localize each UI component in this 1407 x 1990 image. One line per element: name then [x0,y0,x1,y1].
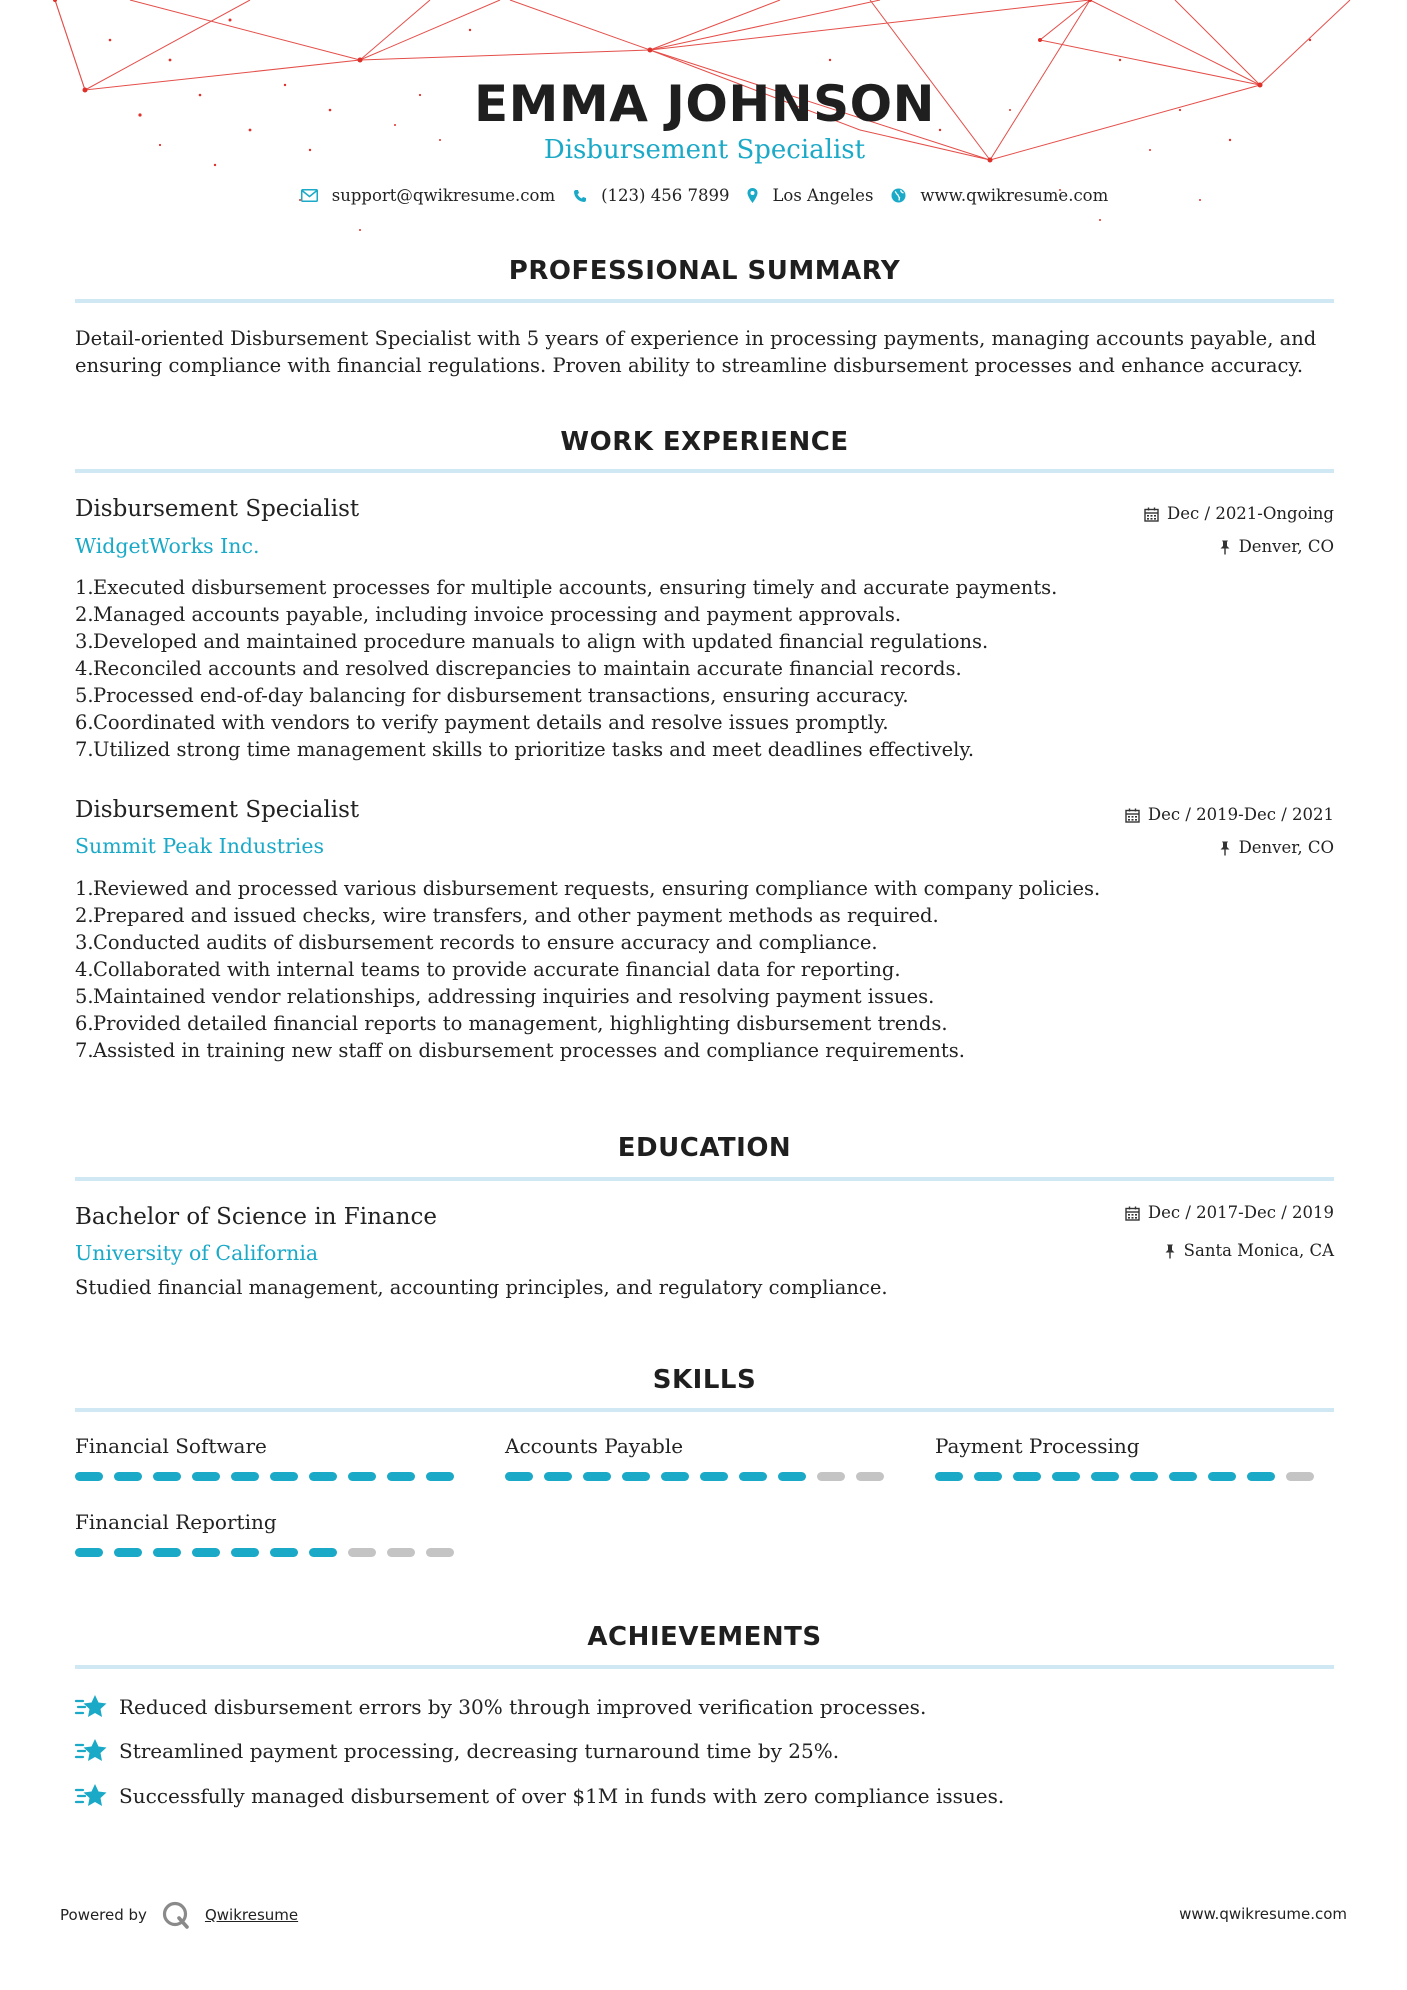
skill-level-bar [75,1472,455,1481]
list-item: 4. Collaborated with internal teams to provide accurate financial data for reporting. [75,958,901,981]
skill-segment-filled [387,1472,415,1481]
skill-segment-empty [426,1548,454,1557]
list-item: 2. Managed accounts payable, including invoice processing and payment approvals. [75,603,902,626]
skill-level-bar [935,1472,1315,1481]
contact-phone-text: (123) 456 7899 [601,186,730,205]
contact-website[interactable] [891,186,1108,205]
school-name: University of California [75,1241,319,1265]
list-item: 7. Assisted in training new staff on disbursement processes and compliance requirements. [75,1039,965,1062]
list-item: 1. Executed disbursement processes for multiple accounts, ensuring timely and accurate payments. [75,576,1058,599]
contact-website-text: www.qwikresume.com [920,186,1109,205]
contact-location-text: Los Angeles [772,186,874,205]
company-name: WidgetWorks Inc. [75,534,260,558]
skill-name: Accounts Payable [505,1434,684,1458]
candidate-role: Disbursement Specialist [543,135,866,165]
skill-item [75,1508,455,1557]
list-item: 5. Processed end-of-day balancing for disbursement transactions, ensuring accuracy. [75,684,909,707]
skill-segment-filled [1052,1472,1080,1481]
pushpin-icon [1219,841,1231,856]
skill-level-bar [75,1548,455,1557]
skill-segment-filled [1247,1472,1275,1481]
section-title-experience: WORK EXPERIENCE [560,427,849,457]
skill-segment-filled [1130,1472,1158,1481]
education-location-text: Santa Monica, CA [1183,1241,1334,1260]
calendar-icon [1144,507,1159,522]
section-title-skills: SKILLS [652,1365,757,1395]
skill-segment-filled [231,1472,259,1481]
skill-item [505,1432,885,1481]
qwikresume-logo-icon [161,1900,191,1930]
job-dates [1125,804,1334,826]
skill-segment-empty [387,1548,415,1557]
education-location [1164,1240,1334,1262]
job-dates-text: Dec / 2019-Dec / 2021 [1147,805,1334,824]
education-description: Studied financial management, accounting principles, and regulatory compliance. [75,1276,888,1299]
calendar-icon [1125,1206,1140,1221]
skill-segment-filled [1013,1472,1041,1481]
achievement-text: Reduced disbursement errors by 30% through improved verification processes. [119,1695,927,1719]
skill-segment-filled [739,1472,767,1481]
skill-segment-filled [622,1472,650,1481]
skill-segment-filled [505,1472,533,1481]
contact-bar [75,186,1334,205]
skill-segment-filled [583,1472,611,1481]
skill-item [935,1432,1315,1481]
skill-segment-filled [153,1548,181,1557]
achievement-item [75,1781,1004,1811]
job-dates [1144,503,1334,525]
skill-segment-filled [1091,1472,1119,1481]
skill-segment-filled [778,1472,806,1481]
footer-website-link[interactable]: www.qwikresume.com [1179,1905,1347,1923]
star-icon [75,1692,109,1722]
skill-name: Payment Processing [935,1434,1140,1458]
calendar-icon [1125,808,1140,823]
skill-segment-filled [270,1472,298,1481]
skill-segment-filled [1208,1472,1236,1481]
skill-segment-filled [309,1472,337,1481]
job-location-text: Denver, CO [1238,838,1334,857]
skill-segment-filled [75,1472,103,1481]
skill-segment-empty [1286,1472,1314,1481]
contact-email-text: support@qwikresume.com [331,186,556,205]
powered-by-label: Powered by [60,1906,147,1924]
skill-segment-filled [348,1472,376,1481]
skill-segment-filled [75,1548,103,1557]
envelope-icon [301,189,318,202]
job-title: Disbursement Specialist [75,797,360,823]
section-divider [75,469,1334,473]
achievement-item [75,1736,839,1766]
contact-location [747,186,873,205]
list-item: 3. Conducted audits of disbursement records to ensure accuracy and compliance. [75,931,878,954]
section-title-achievements: ACHIEVEMENTS [587,1622,822,1652]
skill-segment-filled [309,1548,337,1557]
job-location-text: Denver, CO [1238,537,1334,556]
job-title: Disbursement Specialist [75,496,360,522]
skill-segment-filled [114,1548,142,1557]
skill-segment-empty [348,1548,376,1557]
skill-segment-filled [935,1472,963,1481]
list-item: 2. Prepared and issued checks, wire transfers, and other payment methods as required. [75,904,939,927]
section-divider [75,1408,1334,1412]
list-item: 4. Reconciled accounts and resolved discrepancies to maintain accurate financial records. [75,657,962,680]
skill-segment-filled [153,1472,181,1481]
skill-name: Financial Reporting [75,1510,277,1534]
skill-level-bar [505,1472,885,1481]
star-icon [75,1736,109,1766]
job-location [1219,837,1334,859]
skill-segment-filled [661,1472,689,1481]
job-duties-list [75,574,1334,763]
skill-segment-filled [192,1548,220,1557]
skill-segment-filled [270,1548,298,1557]
list-item: 3. Developed and maintained procedure manuals to align with updated financial regulations. [75,630,989,653]
achievement-text: Streamlined payment processing, decreasing turnaround time by 25%. [119,1739,840,1763]
list-item: 1. Reviewed and processed various disbursement requests, ensuring compliance with company policies. [75,877,1101,900]
skill-segment-filled [231,1548,259,1557]
education-dates [1125,1202,1334,1224]
contact-phone[interactable] [573,186,729,205]
skill-segment-filled [192,1472,220,1481]
skill-segment-empty [856,1472,884,1481]
skill-segment-filled [974,1472,1002,1481]
company-name: Summit Peak Industries [75,834,324,858]
education-dates-text: Dec / 2017-Dec / 2019 [1147,1203,1334,1222]
skill-segment-empty [817,1472,845,1481]
section-divider [75,299,1334,303]
globe-icon [891,188,906,203]
section-divider [75,1665,1334,1669]
job-duties-list [75,875,1334,1064]
candidate-name: EMMA JOHNSON [474,75,935,133]
skill-segment-filled [544,1472,572,1481]
skill-segment-filled [700,1472,728,1481]
skill-segment-filled [1169,1472,1197,1481]
list-item: 5. Maintained vendor relationships, addressing inquiries and resolving payment issues. [75,985,935,1008]
map-marker-icon [747,188,758,203]
job-location [1219,536,1334,558]
degree-title: Bachelor of Science in Finance [75,1204,437,1230]
skill-segment-filled [426,1472,454,1481]
skill-segment-filled [114,1472,142,1481]
section-title-summary: PROFESSIONAL SUMMARY [508,256,901,286]
achievement-text: Successfully managed disbursement of over $1M in funds with zero compliance issues. [119,1784,1005,1808]
footer-powered-by [60,1900,298,1930]
job-dates-text: Dec / 2021-Ongoing [1167,504,1334,523]
section-title-education: EDUCATION [617,1133,792,1163]
list-item: 7. Utilized strong time management skills to prioritize tasks and meet deadlines effectively. [75,738,975,761]
skill-name: Financial Software [75,1434,267,1458]
pushpin-icon [1164,1244,1176,1259]
skill-item [75,1432,455,1481]
qwikresume-link[interactable]: Qwikresume [204,1906,299,1924]
phone-icon [573,189,587,203]
section-divider [75,1177,1334,1181]
star-icon [75,1781,109,1811]
summary-text: Detail-oriented Disbursement Specialist with 5 years of experience in processing payments, managing accounts payable, and ensuring compliance with financial regulations. Proven ability to streamline disbursement processes and enhance accuracy. [75,327,1317,377]
pushpin-icon [1219,540,1231,555]
list-item: 6. Provided detailed financial reports to management, highlighting disbursement trends. [75,1012,948,1035]
achievement-item [75,1692,926,1722]
list-item: 6. Coordinated with vendors to verify payment details and resolve issues promptly. [75,711,889,734]
contact-email[interactable] [301,186,555,205]
